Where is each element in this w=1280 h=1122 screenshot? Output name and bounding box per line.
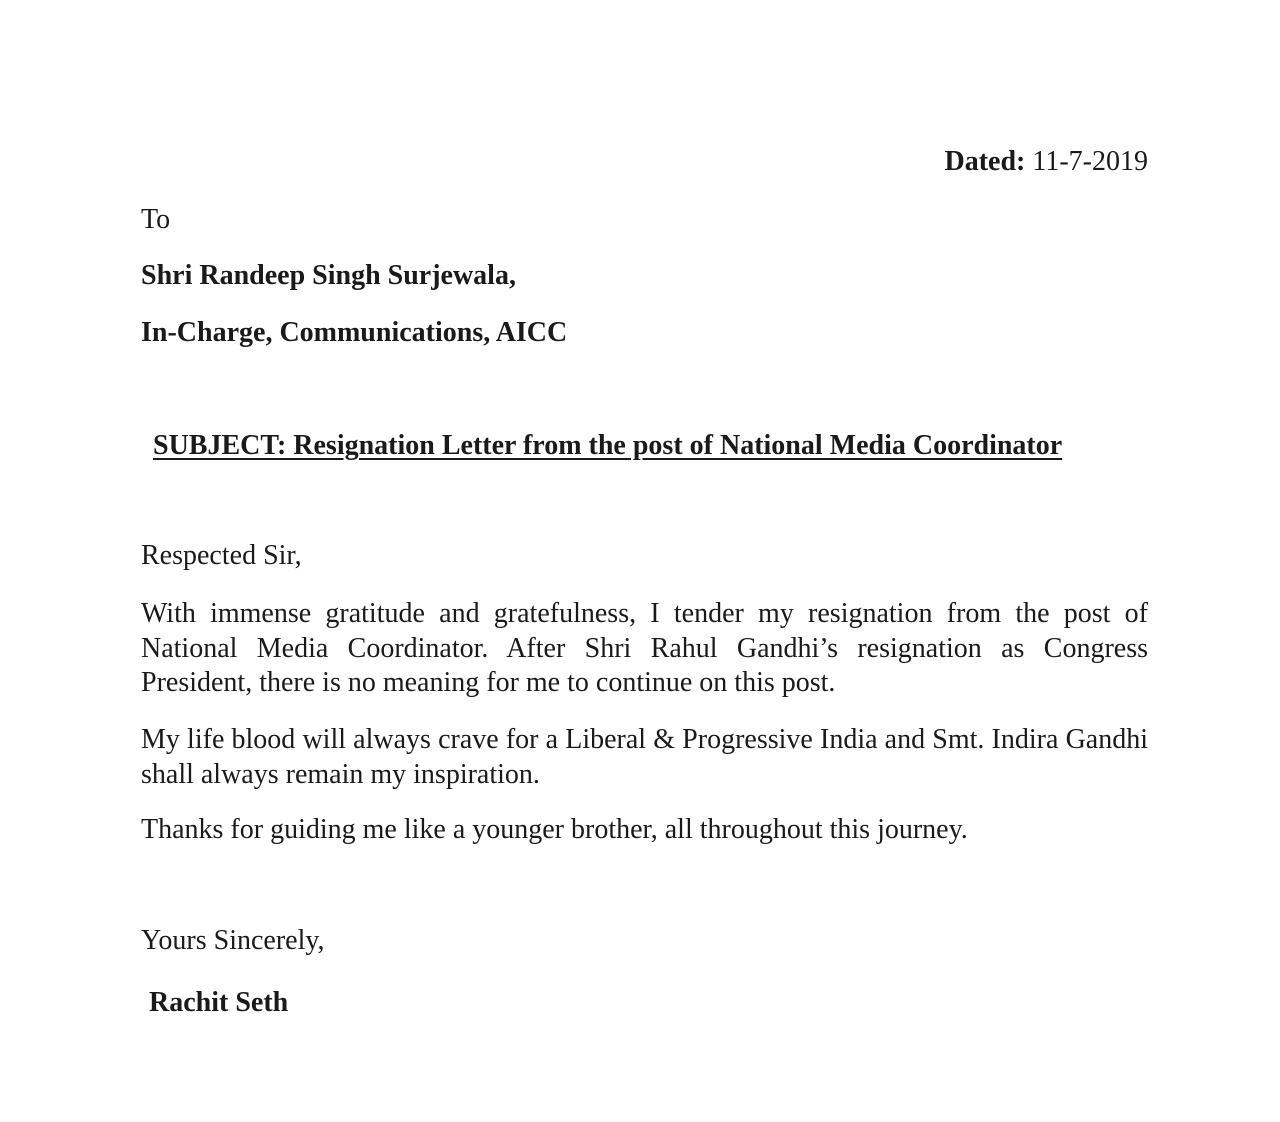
closing: Yours Sincerely, <box>141 925 325 956</box>
recipient-name: Shri Randeep Singh Surjewala, <box>141 260 516 291</box>
salutation: Respected Sir, <box>141 540 302 571</box>
body-paragraph-1: With immense gratitude and gratefulness, I tender my resignation from the post of National Media Coordinator. After Shri Rahul Gandhi’s resignation as Congress President, there is no meaning for me to continue on this post. <box>141 598 1148 698</box>
recipient-title: In-Charge, Communications, AICC <box>141 317 568 348</box>
subject-line: SUBJECT: Resignation Letter from the post of National Media Coordinator <box>153 430 1063 461</box>
date-label: Dated: <box>944 146 1026 177</box>
signature-name: Rachit Seth <box>149 987 289 1018</box>
letter-date <box>945 146 1148 178</box>
date-value: 11-7-2019 <box>1032 146 1148 177</box>
body-paragraph-2: My life blood will always crave for a Liberal & Progressive India and Smt. Indira Gandhi shall always remain my inspiration. <box>141 724 1148 790</box>
to-line: To <box>141 204 171 235</box>
body-paragraph-3: Thanks for guiding me like a younger brother, all throughout this journey. <box>141 814 968 845</box>
